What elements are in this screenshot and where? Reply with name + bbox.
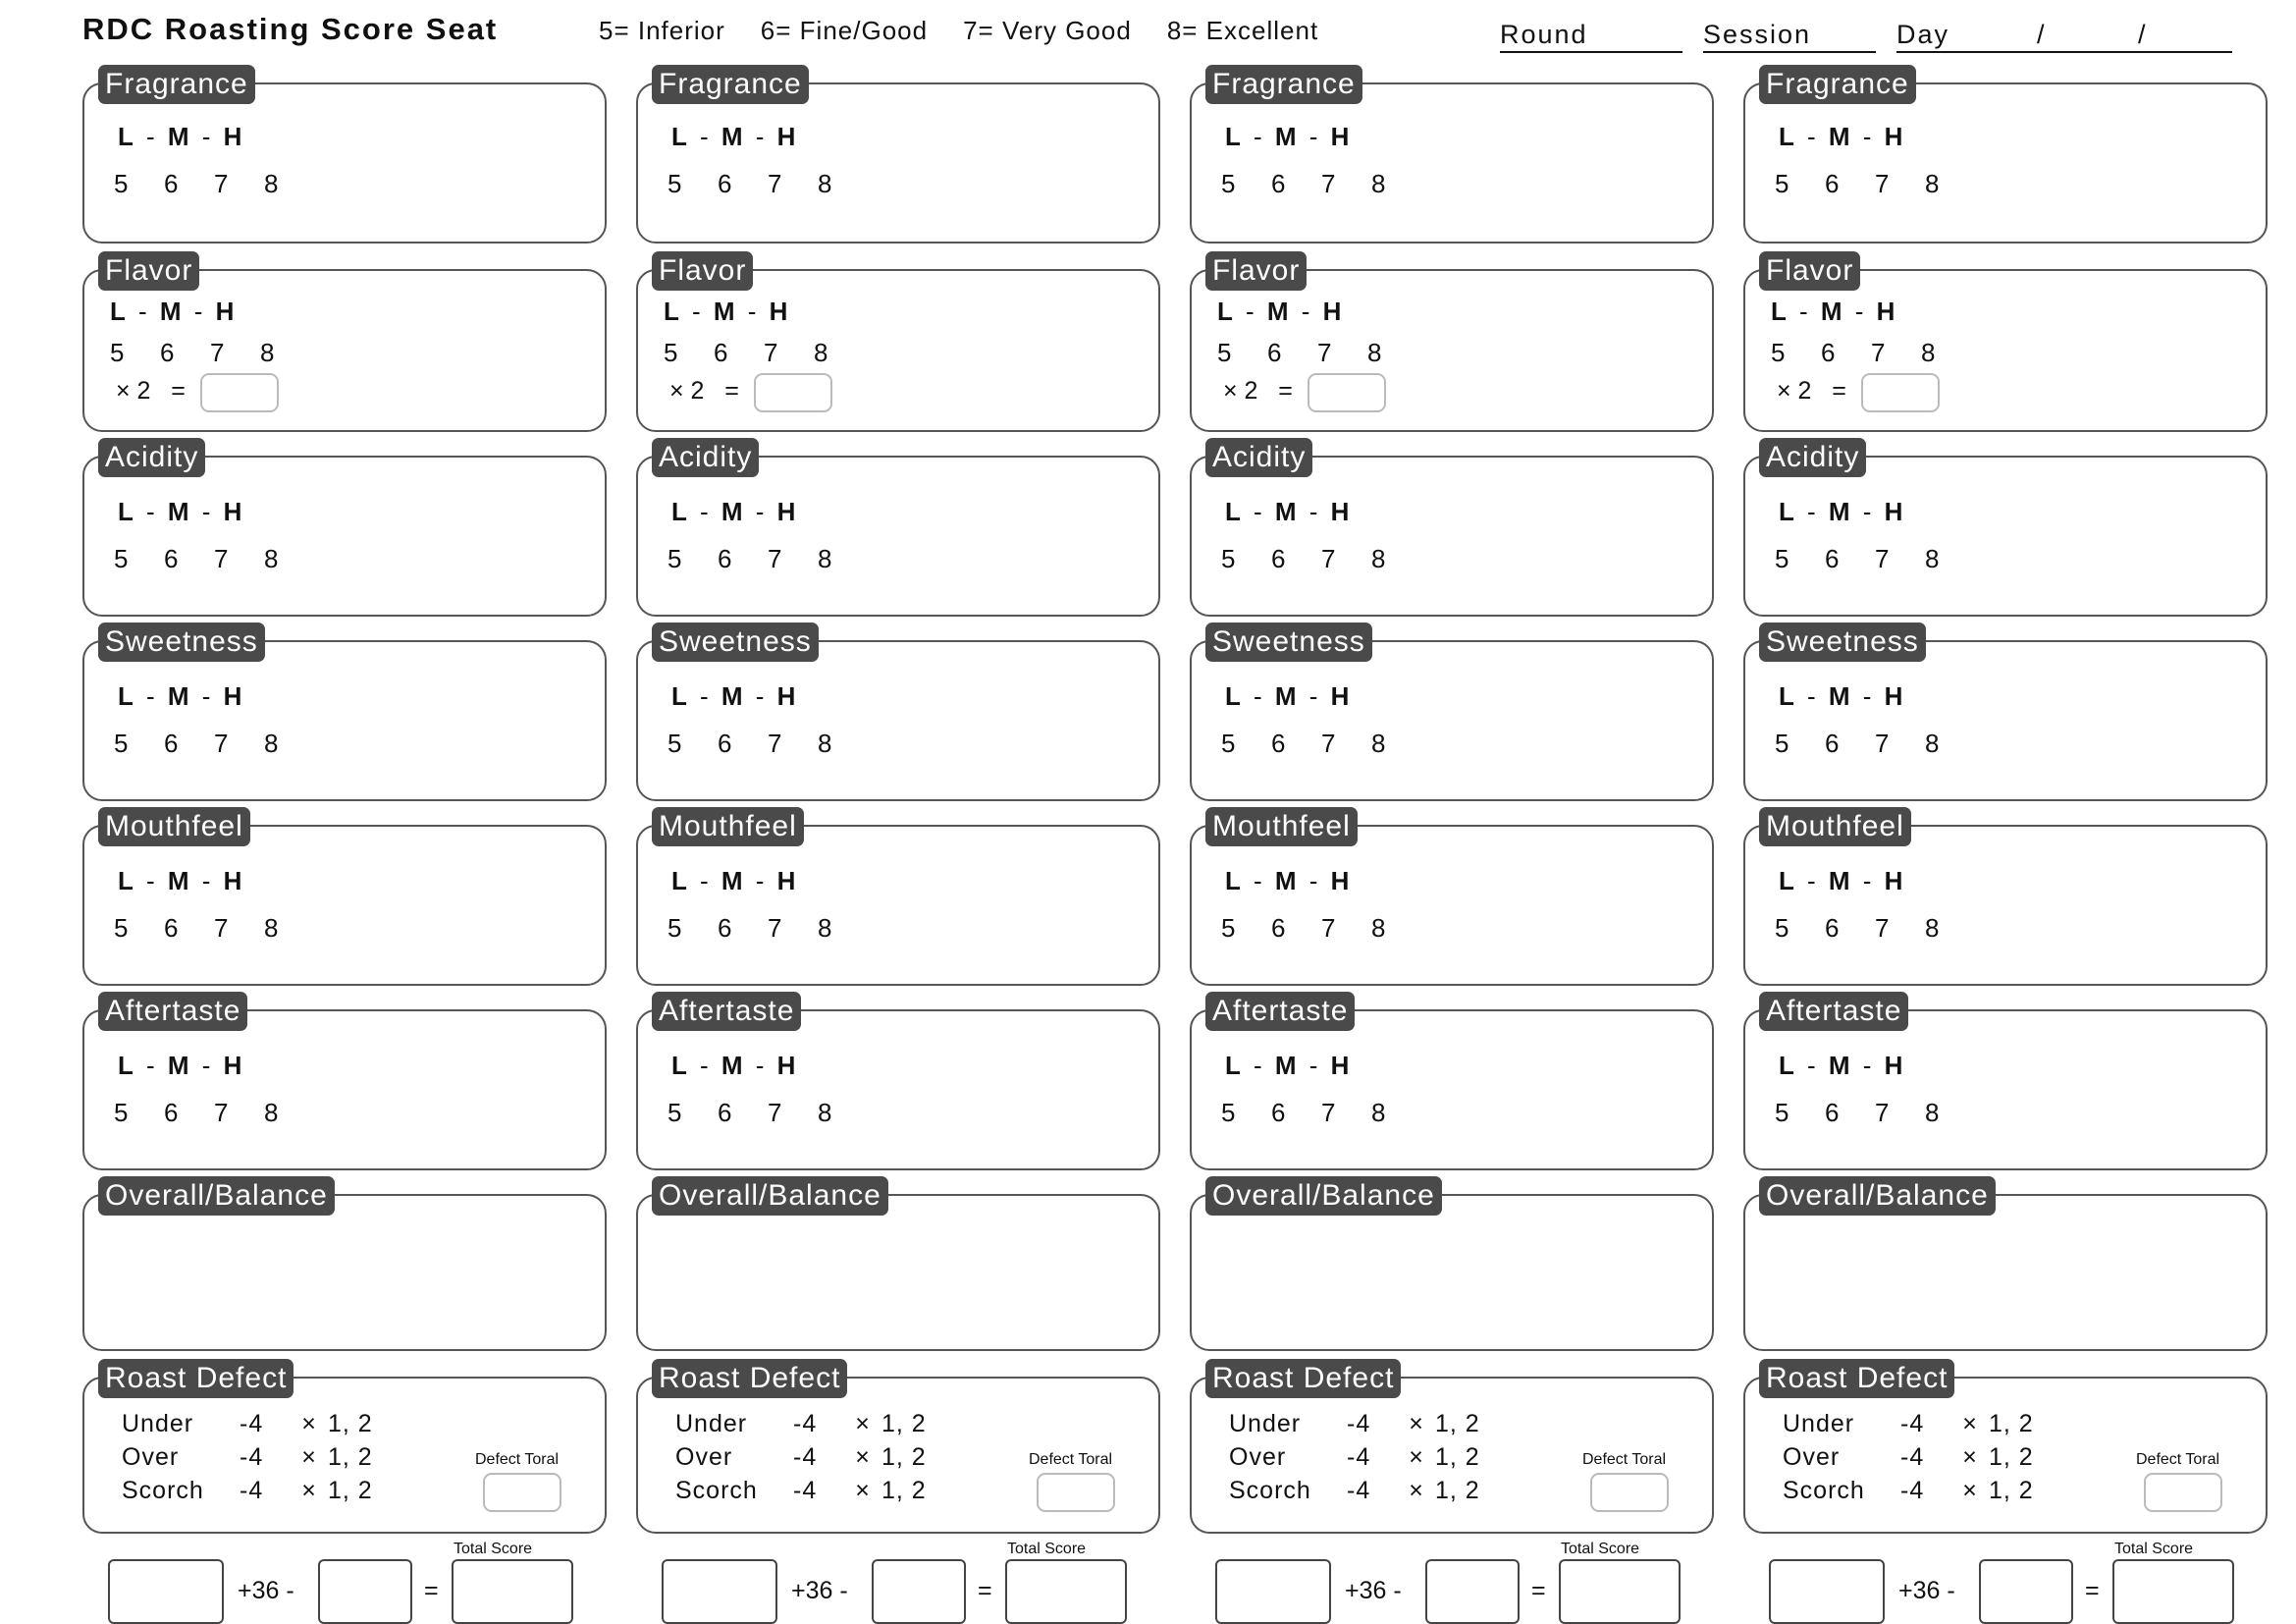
fragrance-tag: Fragrance — [1205, 65, 1362, 104]
total-score-label: Total Score — [1561, 1541, 1640, 1557]
flavor-result-box[interactable] — [1861, 373, 1940, 412]
score-column-4 — [1743, 0, 2268, 1624]
mouthfeel-box — [1190, 825, 1714, 986]
defect-deduction-box[interactable] — [318, 1559, 412, 1624]
aftertaste-tag: Aftertaste — [1205, 992, 1355, 1031]
mouthfeel-box — [636, 825, 1160, 986]
score-column-3 — [1190, 0, 1714, 1624]
defect-row-under[interactable]: Under -4 × 1, 2 — [1229, 1410, 1480, 1437]
defect-row-scorch[interactable]: Scorch -4 × 1, 2 — [122, 1477, 373, 1504]
defect-row-under[interactable]: Under -4 × 1, 2 — [675, 1410, 927, 1437]
fragrance-lmh[interactable]: L - M - H — [1779, 122, 1904, 151]
roast-defect-tag: Roast Defect — [1205, 1359, 1401, 1398]
aftertaste-box — [82, 1009, 607, 1170]
sweetness-scores[interactable]: 5 6 7 8 — [114, 729, 279, 758]
total-score-box[interactable] — [1005, 1559, 1127, 1624]
fragrance-scores[interactable]: 5 6 7 8 — [1775, 169, 1940, 198]
sweetness-box — [1743, 640, 2268, 801]
defect-deduction-box[interactable] — [872, 1559, 966, 1624]
total-area — [82, 1541, 607, 1624]
aftertaste-box — [636, 1009, 1160, 1170]
defect-row-under[interactable]: Under -4 × 1, 2 — [122, 1410, 373, 1437]
day-slash-2: / — [2138, 20, 2146, 49]
mouthfeel-scores[interactable]: 5 6 7 8 — [114, 913, 279, 943]
acidity-tag: Acidity — [1205, 438, 1312, 477]
flavor-multiplier: × 2 = — [669, 377, 739, 405]
flavor-result-box[interactable] — [200, 373, 279, 412]
subtotal-box[interactable] — [1215, 1559, 1331, 1624]
flavor-tag: Flavor — [98, 251, 199, 291]
flavor-scores[interactable]: 5 6 7 8 — [1771, 338, 1936, 367]
defect-total-box[interactable] — [1037, 1473, 1115, 1512]
fragrance-tag: Fragrance — [98, 65, 255, 104]
defect-total-label: Defect Toral — [1029, 1451, 1113, 1468]
sweetness-scores[interactable]: 5 6 7 8 — [667, 729, 832, 758]
mouthfeel-scores[interactable]: 5 6 7 8 — [1775, 913, 1940, 943]
acidity-lmh[interactable]: L - M - H — [1225, 497, 1351, 526]
sweetness-box — [636, 640, 1160, 801]
sweetness-lmh[interactable]: L - M - H — [1225, 681, 1351, 711]
aftertaste-tag: Aftertaste — [652, 992, 801, 1031]
mouthfeel-tag: Mouthfeel — [98, 807, 250, 846]
fragrance-scores[interactable]: 5 6 7 8 — [114, 169, 279, 198]
sweetness-tag: Sweetness — [98, 623, 265, 662]
mouthfeel-box — [1743, 825, 2268, 986]
aftertaste-lmh[interactable]: L - M - H — [671, 1051, 797, 1080]
mouthfeel-lmh[interactable]: L - M - H — [1779, 866, 1904, 895]
subtotal-box[interactable] — [1769, 1559, 1885, 1624]
overall-box[interactable] — [82, 1194, 607, 1351]
fragrance-lmh[interactable]: L - M - H — [118, 122, 243, 151]
sweetness-box — [82, 640, 607, 801]
fragrance-tag: Fragrance — [1759, 65, 1916, 104]
acidity-tag: Acidity — [652, 438, 759, 477]
overall-box[interactable] — [1190, 1194, 1714, 1351]
equals-sign: = — [424, 1577, 439, 1604]
total-score-box[interactable] — [1559, 1559, 1681, 1624]
defect-total-label: Defect Toral — [2136, 1451, 2220, 1468]
total-score-label: Total Score — [454, 1541, 533, 1557]
acidity-lmh[interactable]: L - M - H — [671, 497, 797, 526]
acidity-tag: Acidity — [1759, 438, 1866, 477]
roast-defect-tag: Roast Defect — [652, 1359, 847, 1398]
aftertaste-lmh[interactable]: L - M - H — [1225, 1051, 1351, 1080]
defect-row-scorch[interactable]: Scorch -4 × 1, 2 — [675, 1477, 927, 1504]
flavor-multiplier: × 2 = — [1223, 377, 1293, 405]
acidity-box — [1190, 456, 1714, 617]
sweetness-tag: Sweetness — [652, 623, 819, 662]
acidity-lmh[interactable]: L - M - H — [118, 497, 243, 526]
flavor-tag: Flavor — [1205, 251, 1307, 291]
overall-tag: Overall/Balance — [1759, 1176, 1996, 1216]
aftertaste-lmh[interactable]: L - M - H — [1779, 1051, 1904, 1080]
aftertaste-scores[interactable]: 5 6 7 8 — [1221, 1098, 1386, 1127]
defect-row-scorch[interactable]: Scorch -4 × 1, 2 — [1783, 1477, 2034, 1504]
flavor-scores[interactable]: 5 6 7 8 — [664, 338, 828, 367]
acidity-box — [82, 456, 607, 617]
sweetness-scores[interactable]: 5 6 7 8 — [1221, 729, 1386, 758]
day-slash-1: / — [2037, 20, 2045, 49]
equals-sign: = — [2085, 1577, 2100, 1604]
defect-total-label: Defect Toral — [475, 1451, 560, 1468]
session-label: Session — [1703, 20, 1812, 49]
acidity-tag: Acidity — [98, 438, 205, 477]
fragrance-box — [1190, 82, 1714, 244]
aftertaste-lmh[interactable]: L - M - H — [118, 1051, 243, 1080]
sweetness-tag: Sweetness — [1205, 623, 1372, 662]
flavor-scores[interactable]: 5 6 7 8 — [110, 338, 275, 367]
defect-row-under[interactable]: Under -4 × 1, 2 — [1783, 1410, 2034, 1437]
total-score-label: Total Score — [2114, 1541, 2194, 1557]
flavor-lmh[interactable]: L - M - H — [110, 297, 236, 326]
legend-6: 6= Fine/Good — [760, 16, 929, 45]
overall-box[interactable] — [636, 1194, 1160, 1351]
flavor-lmh[interactable]: L - M - H — [1217, 297, 1343, 326]
legend-8: 8= Excellent — [1166, 16, 1319, 45]
sweetness-scores[interactable]: 5 6 7 8 — [1775, 729, 1940, 758]
defect-row-over[interactable]: Over -4 × 1, 2 — [675, 1443, 927, 1471]
score-column-1 — [82, 0, 607, 1624]
fragrance-box — [1743, 82, 2268, 244]
total-score-box[interactable] — [2112, 1559, 2234, 1624]
score-column-2 — [636, 0, 1160, 1624]
mouthfeel-scores[interactable]: 5 6 7 8 — [667, 913, 832, 943]
equals-sign: = — [978, 1577, 992, 1604]
total-score-box[interactable] — [452, 1559, 573, 1624]
defect-row-over[interactable]: Over -4 × 1, 2 — [1783, 1443, 2034, 1471]
aftertaste-tag: Aftertaste — [1759, 992, 1908, 1031]
acidity-lmh[interactable]: L - M - H — [1779, 497, 1904, 526]
acidity-box — [1743, 456, 2268, 617]
legend-5: 5= Inferior — [599, 16, 725, 45]
overall-tag: Overall/Balance — [652, 1176, 888, 1216]
mouthfeel-box — [82, 825, 607, 986]
fragrance-lmh[interactable]: L - M - H — [1225, 122, 1351, 151]
flavor-lmh[interactable]: L - M - H — [664, 297, 789, 326]
fragrance-box — [636, 82, 1160, 244]
plus-36-label: +36 - — [791, 1577, 848, 1604]
flavor-multiplier: × 2 = — [1777, 377, 1846, 405]
flavor-scores[interactable]: 5 6 7 8 — [1217, 338, 1382, 367]
equals-sign: = — [1531, 1577, 1546, 1604]
aftertaste-tag: Aftertaste — [98, 992, 247, 1031]
round-label: Round — [1500, 20, 1588, 49]
acidity-scores[interactable]: 5 6 7 8 — [1221, 544, 1386, 573]
aftertaste-box — [1743, 1009, 2268, 1170]
flavor-lmh[interactable]: L - M - H — [1771, 297, 1896, 326]
aftertaste-box — [1190, 1009, 1714, 1170]
mouthfeel-tag: Mouthfeel — [652, 807, 804, 846]
sweetness-lmh[interactable]: L - M - H — [671, 681, 797, 711]
sweetness-box — [1190, 640, 1714, 801]
mouthfeel-scores[interactable]: 5 6 7 8 — [1221, 913, 1386, 943]
mouthfeel-lmh[interactable]: L - M - H — [1225, 866, 1351, 895]
acidity-scores[interactable]: 5 6 7 8 — [1775, 544, 1940, 573]
plus-36-label: +36 - — [1345, 1577, 1402, 1604]
aftertaste-scores[interactable]: 5 6 7 8 — [114, 1098, 279, 1127]
plus-36-label: +36 - — [238, 1577, 294, 1604]
defect-total-box[interactable] — [1590, 1473, 1669, 1512]
overall-tag: Overall/Balance — [1205, 1176, 1442, 1216]
fragrance-box — [82, 82, 607, 244]
defect-total-box[interactable] — [483, 1473, 561, 1512]
mouthfeel-lmh[interactable]: L - M - H — [671, 866, 797, 895]
defect-deduction-box[interactable] — [1979, 1559, 2073, 1624]
defect-deduction-box[interactable] — [1425, 1559, 1520, 1624]
defect-row-scorch[interactable]: Scorch -4 × 1, 2 — [1229, 1477, 1480, 1504]
subtotal-box[interactable] — [108, 1559, 224, 1624]
sweetness-tag: Sweetness — [1759, 623, 1926, 662]
plus-36-label: +36 - — [1898, 1577, 1955, 1604]
mouthfeel-tag: Mouthfeel — [1759, 807, 1911, 846]
defect-row-over[interactable]: Over -4 × 1, 2 — [1229, 1443, 1480, 1471]
fragrance-scores[interactable]: 5 6 7 8 — [1221, 169, 1386, 198]
sweetness-lmh[interactable]: L - M - H — [118, 681, 243, 711]
flavor-result-box[interactable] — [1308, 373, 1386, 412]
sheet-title: RDC Roasting Score Seat — [82, 12, 499, 46]
acidity-scores[interactable]: 5 6 7 8 — [114, 544, 279, 573]
sweetness-lmh[interactable]: L - M - H — [1779, 681, 1904, 711]
roast-defect-tag: Roast Defect — [1759, 1359, 1954, 1398]
aftertaste-scores[interactable]: 5 6 7 8 — [1775, 1098, 1940, 1127]
flavor-result-box[interactable] — [754, 373, 832, 412]
day-label: Day — [1896, 20, 1950, 49]
legend-7: 7= Very Good — [963, 16, 1132, 45]
total-score-label: Total Score — [1007, 1541, 1087, 1557]
total-area — [1190, 1541, 1714, 1624]
overall-box[interactable] — [1743, 1194, 2268, 1351]
fragrance-lmh[interactable]: L - M - H — [671, 122, 797, 151]
flavor-multiplier: × 2 = — [116, 377, 186, 405]
mouthfeel-tag: Mouthfeel — [1205, 807, 1358, 846]
subtotal-box[interactable] — [662, 1559, 777, 1624]
acidity-scores[interactable]: 5 6 7 8 — [667, 544, 832, 573]
roast-defect-tag: Roast Defect — [98, 1359, 294, 1398]
flavor-tag: Flavor — [1759, 251, 1860, 291]
defect-total-box[interactable] — [2144, 1473, 2222, 1512]
aftertaste-scores[interactable]: 5 6 7 8 — [667, 1098, 832, 1127]
flavor-tag: Flavor — [652, 251, 753, 291]
mouthfeel-lmh[interactable]: L - M - H — [118, 866, 243, 895]
total-area — [636, 1541, 1160, 1624]
total-area — [1743, 1541, 2268, 1624]
fragrance-tag: Fragrance — [652, 65, 809, 104]
overall-tag: Overall/Balance — [98, 1176, 335, 1216]
acidity-box — [636, 456, 1160, 617]
defect-total-label: Defect Toral — [1582, 1451, 1667, 1468]
defect-row-over[interactable]: Over -4 × 1, 2 — [122, 1443, 373, 1471]
fragrance-scores[interactable]: 5 6 7 8 — [667, 169, 832, 198]
